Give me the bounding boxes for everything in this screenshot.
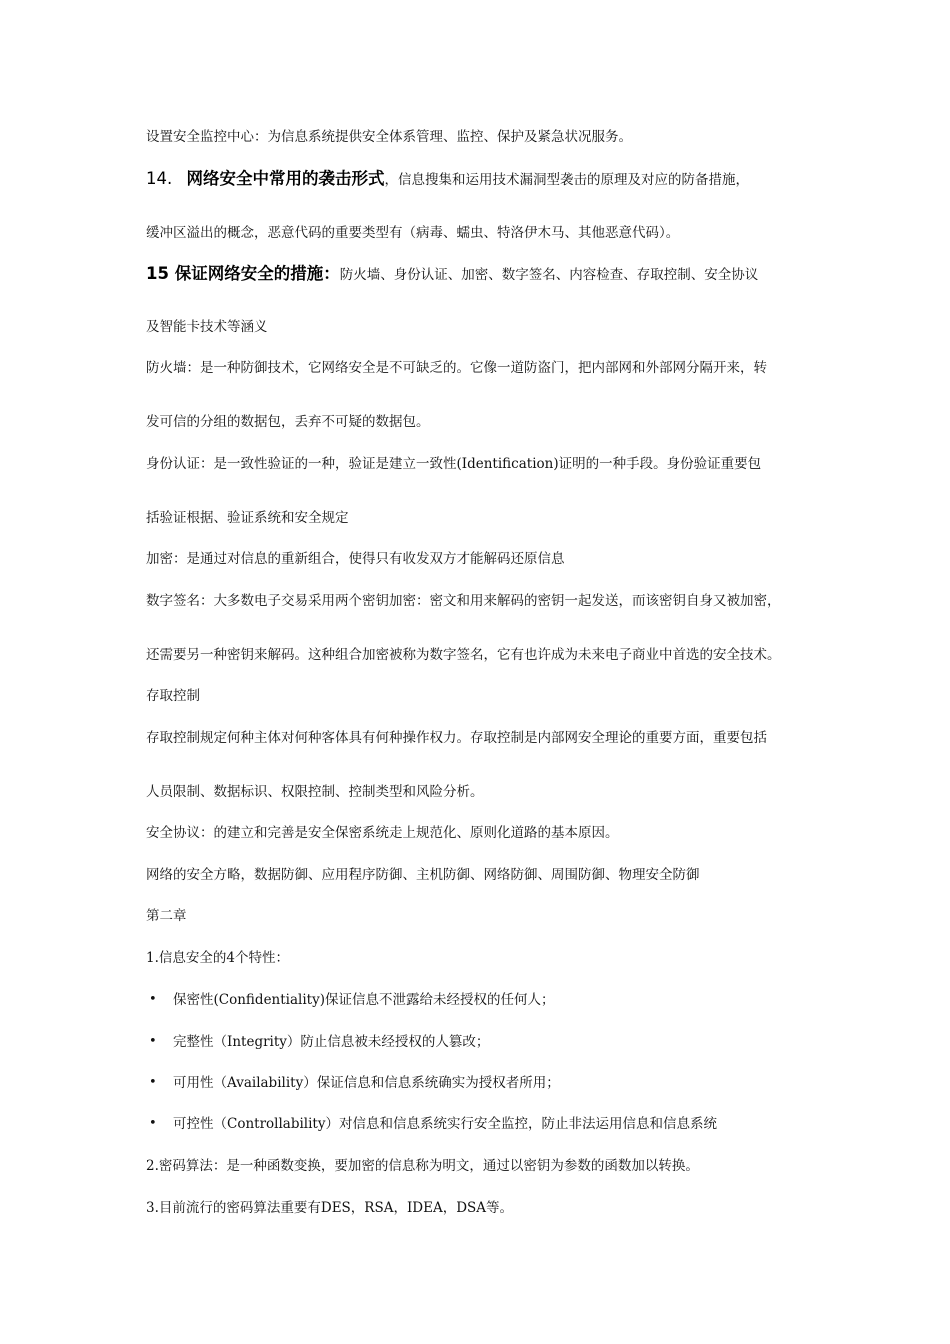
list-item: 可用性（Availability）保证信息和信息系统确实为授权者所用；	[173, 1075, 560, 1091]
text-line: 缓冲区溢出的概念，恶意代码的重要类型有（病毒、蠕虫、特洛伊木马、其他恶意代码）。	[146, 225, 680, 241]
heading-number: 14.	[146, 169, 173, 188]
list-item: 可控性（Controllability）对信息和信息系统实行安全监控，防止非法运用信息和信息系统	[173, 1116, 717, 1132]
heading-rest: ，信息搜集和运用技术漏洞型袭击的原理及对应的防备措施，	[384, 172, 750, 188]
text-line: 1.信息安全的4个特性：	[146, 950, 289, 966]
text-line: 3.目前流行的密码算法重要有DES，RSA，IDEA，DSA等。	[146, 1200, 514, 1216]
text-line: 设置安全监控中心：为信息系统提供安全体系管理、监控、保护及紧急状况服务。	[146, 129, 632, 145]
text-line: 发可信的分组的数据包，丢弃不可疑的数据包。	[146, 414, 430, 430]
text-line: 人员限制、数据标识、权限控制、控制类型和风险分析。	[146, 784, 484, 800]
heading-title: 15 保证网络安全的措施：	[146, 264, 340, 283]
text-line: 及智能卡技术等涵义	[146, 319, 268, 335]
heading-15	[146, 265, 758, 284]
heading-rest: 防火墙、身份认证、加密、数字签名、内容检查、存取控制、安全协议	[339, 267, 759, 283]
bullet-icon: •	[149, 1075, 157, 1090]
text-line: 数字签名：大多数电子交易采用两个密钥加密：密文和用来解码的密钥一起发送，而该密钥自身又被加密，	[146, 593, 781, 609]
text-line: 安全协议：的建立和完善是安全保密系统走上规范化、原则化道路的基本原因。	[146, 825, 619, 841]
text-line: 存取控制规定何种主体对何种客体具有何种操作权力。存取控制是内部网安全理论的重要方面，重要包括	[146, 730, 767, 746]
text-line: 括验证根据、验证系统和安全规定	[146, 510, 349, 526]
bullet-icon: •	[149, 1116, 157, 1131]
bullet-icon: •	[149, 992, 157, 1007]
heading-14	[146, 170, 749, 189]
text-line: 存取控制	[146, 688, 200, 704]
text-line: 还需要另一种密钥来解码。这种组合加密被称为数字签名，它有也许成为未来电子商业中首选的安全技术。	[146, 647, 781, 663]
text-line: 身份认证：是一致性验证的一种，验证是建立一致性(Identification)证明的一种手段。身份验证重要包	[146, 456, 762, 472]
text-line: 2.密码算法：是一种函数变换，要加密的信息称为明文，通过以密钥为参数的函数加以转换。	[146, 1158, 699, 1174]
text-line: 防火墙：是一种防御技术，它网络安全是不可缺乏的。它像一道防盗门，把内部网和外部网分隔开来，转	[146, 360, 767, 376]
list-item: 保密性(Confidentiality)保证信息不泄露给未经授权的任何人；	[173, 992, 555, 1008]
text-line: 网络的安全方略，数据防御、应用程序防御、主机防御、网络防御、周围防御、物理安全防御	[146, 867, 700, 883]
text-line: 第二章	[146, 908, 187, 924]
list-item: 完整性（Integrity）防止信息被未经授权的人篡改；	[173, 1034, 490, 1050]
bullet-icon: •	[149, 1034, 157, 1049]
heading-title: 网络安全中常用的袭击形式	[186, 169, 385, 188]
text-line: 加密：是通过对信息的重新组合，使得只有收发双方才能解码还原信息	[146, 551, 565, 567]
